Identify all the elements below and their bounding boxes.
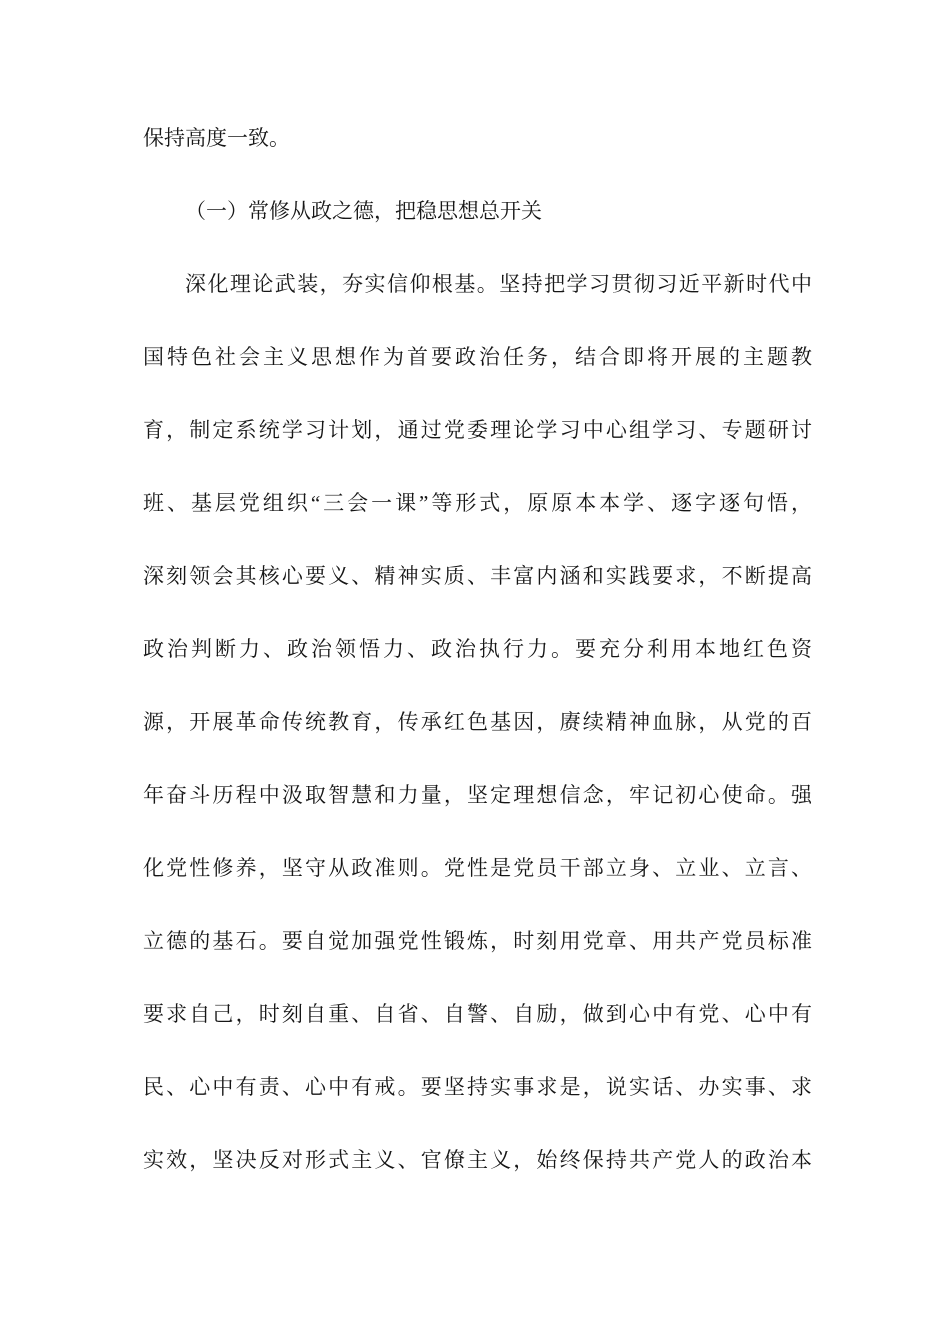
text-line: 国特色社会主义思想作为首要政治任务，结合即将开展的主题教 (143, 345, 812, 369)
text-line: 要求自己，时刻自重、自省、自警、自励，做到心中有党、心中有 (143, 1002, 812, 1026)
text-line: 化党性修养，坚守从政准则。党性是党员干部立身、立业、立言、 (143, 856, 812, 880)
text-line: 立德的基石。要自觉加强党性锻炼，时刻用党章、用共产党员标准 (143, 929, 812, 953)
text-line: 班、基层党组织“三会一课”等形式，原原本本学、逐字逐句悟， (143, 491, 812, 515)
text-line: 深刻领会其核心要义、精神实质、丰富内涵和实践要求，不断提高 (143, 564, 812, 588)
text-line: 育，制定系统学习计划，通过党委理论学习中心组学习、专题研讨 (143, 418, 812, 442)
text-line: 深化理论武装，夯实信仰根基。坚持把学习贯彻习近平新时代中 (185, 272, 812, 296)
text-line: 政治判断力、政治领悟力、政治执行力。要充分利用本地红色资 (143, 637, 812, 661)
text-line: （一）常修从政之德，把稳思想总开关 (185, 199, 542, 223)
text-line: 实效，坚决反对形式主义、官僚主义，始终保持共产党人的政治本 (143, 1148, 812, 1172)
text-line: 年奋斗历程中汲取智慧和力量，坚定理想信念，牢记初心使命。强 (143, 783, 812, 807)
text-line: 源，开展革命传统教育，传承红色基因，赓续精神血脉，从党的百 (143, 710, 812, 734)
text-line: 保持高度一致。 (143, 126, 290, 150)
text-line: 民、心中有责、心中有戒。要坚持实事求是，说实话、办实事、求 (143, 1075, 812, 1099)
document-body (143, 102, 812, 1197)
